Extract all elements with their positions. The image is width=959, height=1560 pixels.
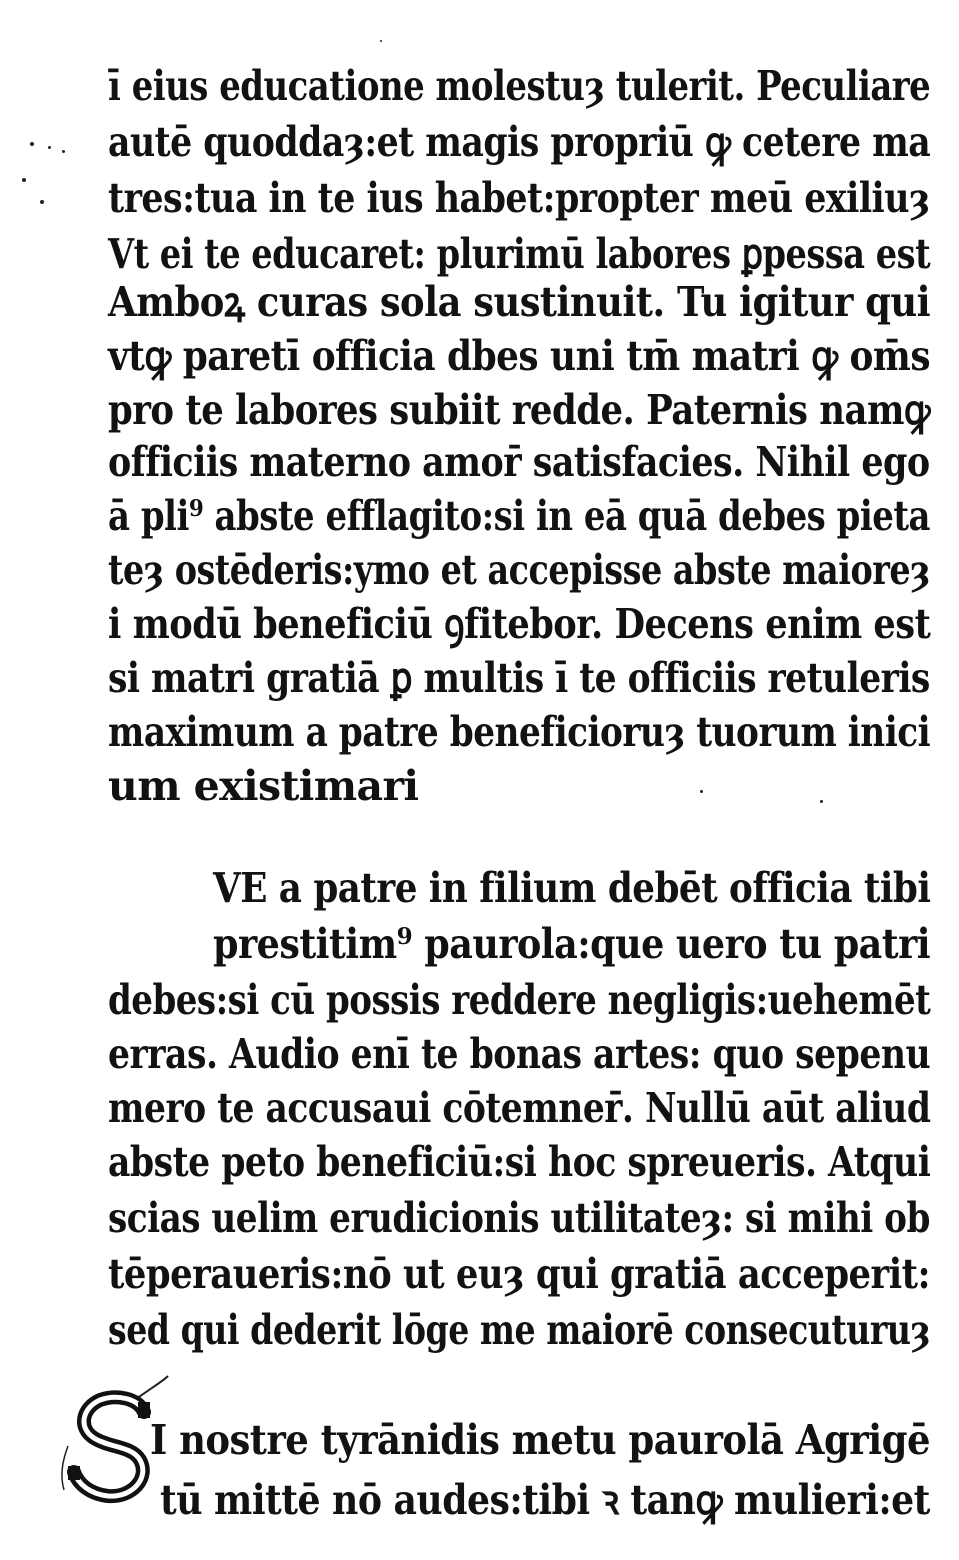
text-line: I nostre tyrānidis metu paurolā Agrigē [150, 1416, 930, 1464]
text-line: abste peto beneficiū:si hoc spreueris. Atqui [108, 1138, 931, 1186]
text-line: VE a patre in filium debēt officia tibi [213, 864, 931, 912]
text-line: debes:si cū possis reddere negligis:uehemēt [108, 976, 931, 1024]
text-line: tū mittē nō audes:tibi ꝛ tanꝙ mulieri:et [160, 1476, 930, 1524]
text-line: maximum a patre beneficioruȝ tuorum inici [108, 708, 931, 756]
text-line: prestitim⁹ paurola:que uero tu patri [213, 920, 931, 968]
text-line: mero te accusaui cōtemner̄. Nullū aūt aliud [108, 1084, 931, 1132]
text-line: tres:tua in te ius habet:propter meū exiliuȝ [108, 174, 930, 222]
text-line: erras. Audio enī te bonas artes: quo sepenu [108, 1030, 931, 1078]
scan-speck [62, 150, 65, 153]
text-line: teȝ ostēderis:ymo et accepisse abste maioreȝ [108, 546, 930, 594]
scan-speck [380, 40, 382, 42]
text-line: tēperaueris:nō ut euȝ qui gratiā acceperit: [108, 1250, 931, 1298]
text-line: sed qui dederit lōge me maiorē consecuturuȝ [108, 1306, 931, 1354]
scan-speck [22, 178, 26, 182]
text-line: vtꝙ paretī officia dbes uni tm̄ matri ꝙ om̄s [108, 332, 931, 380]
scan-speck [820, 800, 823, 803]
scan-speck [700, 790, 703, 793]
text-line: pro te labores subiit redde. Paternis namꝙ [108, 386, 931, 434]
text-line: scias uelim erudicionis utilitateȝ: si mihi ob [108, 1194, 930, 1242]
scan-speck [40, 200, 44, 204]
text-line: ī eius educatione molestuȝ tulerit. Peculiare [108, 62, 931, 110]
text-line: Amboꝝ curas sola sustinuit. Tu igitur qui [108, 278, 931, 326]
text-line: officiis materno amor̄ satisfacies. Nihil ego [108, 438, 930, 486]
text-line: ā pli⁹ abste efflagito:si in eā quā debes pieta [108, 492, 931, 540]
scan-speck [48, 146, 51, 149]
scan-speck [30, 142, 34, 146]
text-line: autē quoddaȝ:et magis propriū ꝙ cetere ma [108, 118, 931, 166]
text-line: i modū beneficiū ꝯfitebor. Decens enim est [108, 600, 931, 648]
text-line: si matri gratiā ꝑ multis ī te officiis retuleris [108, 654, 930, 702]
text-line: Vt ei te educaret: plurimū labores ꝑpessa est [108, 230, 931, 278]
text-line: um existimari [108, 762, 419, 810]
